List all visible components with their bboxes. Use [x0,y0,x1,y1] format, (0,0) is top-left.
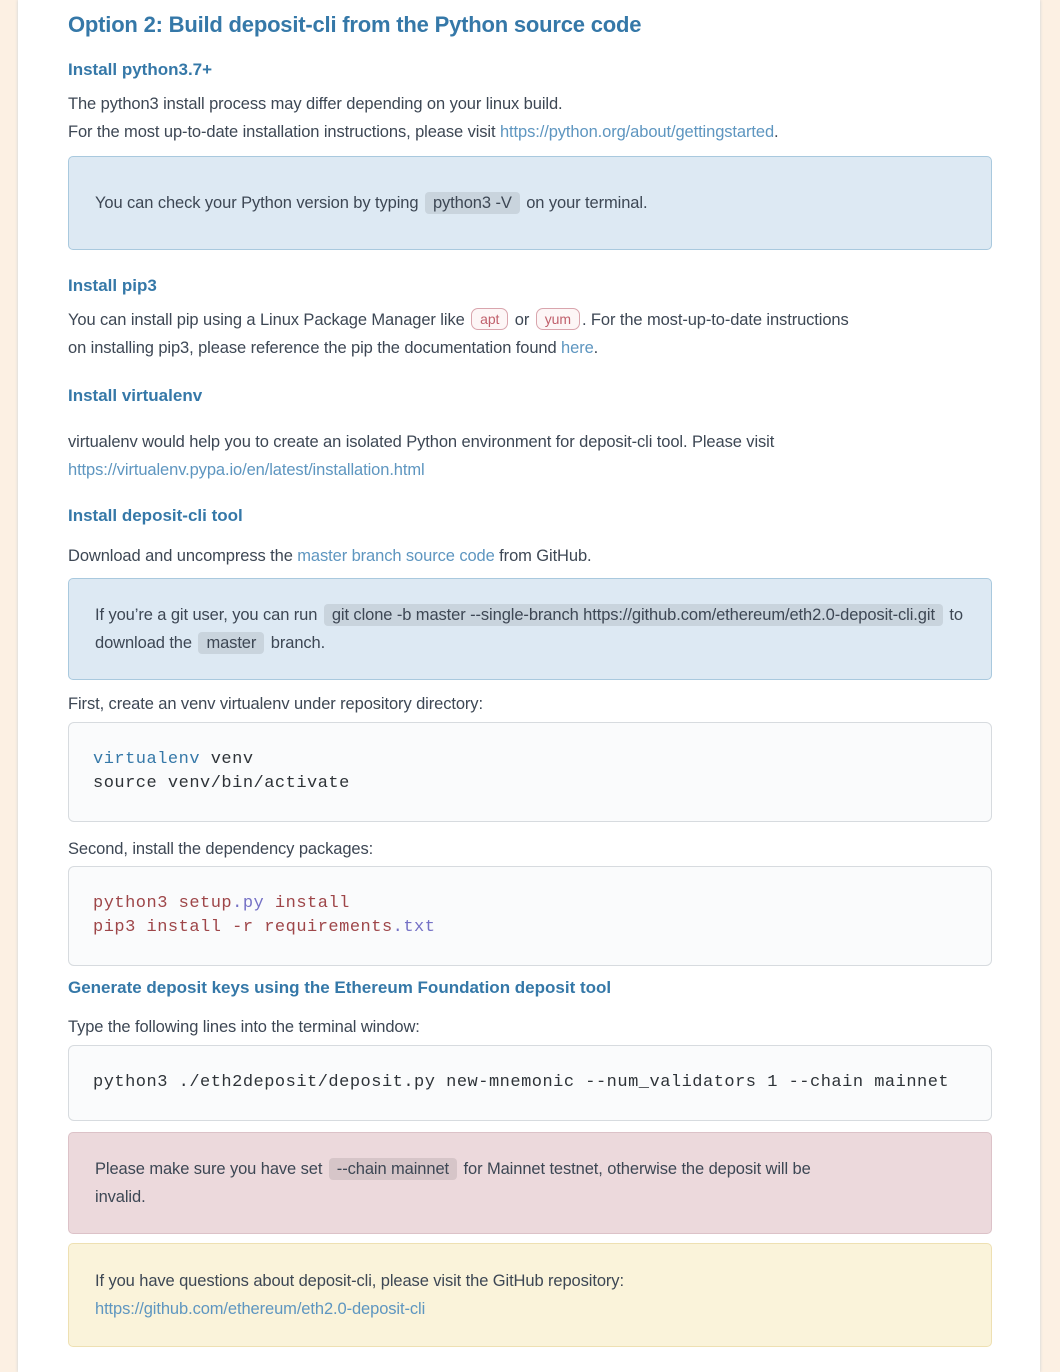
badge-yum: yum [536,308,580,330]
heading-install-deposit-cli: Install deposit-cli tool [68,506,243,525]
text-pip-or: or [510,311,534,329]
text-virtualenv-line1: virtualenv would help you to create an isolated Python environment for deposit-cli tool. Please visit [68,433,775,451]
text-git-pre: If you’re a git user, you can run [95,606,322,624]
text-version-pre: You can check your Python version by typing [95,194,423,212]
code-block-setup-install [68,866,992,966]
doc-content-card [18,0,1040,1372]
text-version-post: on your terminal. [521,194,648,212]
badge-apt: apt [471,308,508,330]
heading-install-python: Install python3.7+ [68,60,213,79]
callout-git-clone [68,578,992,680]
text-download-pre: Download and uncompress the [68,547,298,565]
callout-chain-mainnet-warning [68,1132,992,1234]
paragraph-type-lines: Type the following lines into the terminal window: [68,1018,420,1036]
link-master-branch-source[interactable]: master branch source code [297,547,495,565]
text-warning-line2: invalid. [95,1188,146,1206]
text-warning-pre: Please make sure you have set [95,1160,327,1178]
inline-code-master: master [198,632,264,654]
paragraph-pip-install [68,306,992,362]
link-python-gettingstarted[interactable]: https://python.org/about/gettingstarted [499,123,775,141]
code-text-new-mnemonic: python3 ./eth2deposit/deposit.py new-mnemonic --num_validators 1 --chain mainnet [93,1073,950,1092]
code-text-venv: venv [200,750,254,769]
code-text-install: install [264,894,350,913]
code-text-source-activate: source venv/bin/activate [93,774,350,793]
callout-note-text [95,1267,965,1323]
link-pip-docs-here[interactable]: here [561,339,594,357]
code-text-pip3-install: pip3 install -r requirements [93,918,393,937]
heading-install-virtualenv: Install virtualenv [68,386,203,405]
inline-code-git-clone: git clone -b master --single-branch https://github.com/ethereum/eth2.0-deposit-cli.git [324,604,943,626]
callout-python-version-text [95,189,965,217]
doc-content [18,0,1040,1347]
text-python-line1: The python3 install process may differ depending on your linux build. [68,95,563,113]
callout-warning-text [95,1155,965,1211]
text-download-end: from GitHub. [494,547,592,565]
heading-generate-deposit-keys: Generate deposit keys using the Ethereum Foundation deposit tool [68,978,612,997]
callout-python-version [68,156,992,250]
text-pip-pre: You can install pip using a Linux Package Manager like [68,311,470,329]
text-note-line1: If you have questions about deposit-cli, please visit the GitHub repository: [95,1272,624,1290]
code-block-virtualenv [68,722,992,822]
code-text-python3-setup: python3 setup [93,894,233,913]
callout-git-clone-text [95,601,965,657]
code-text-py-ext: .py [232,894,265,913]
code-text-txt-ext: .txt [392,918,436,937]
callout-github-questions [68,1243,992,1347]
paragraph-install-deps: Second, install the dependency packages: [68,840,374,858]
code-keyword-virtualenv: virtualenv [93,750,201,769]
text-pip-end: . [593,339,599,357]
page-title: Option 2: Build deposit-cli from the Python source code [68,12,642,37]
text-pip-line1-end: . For the most-up-to-date instructions [581,311,849,329]
text-pip-line2: on installing pip3, please reference the pip the documentation found [68,339,562,357]
inline-code-chain-mainnet: --chain mainnet [329,1158,457,1180]
code-block-new-mnemonic [68,1045,992,1121]
heading-install-pip3: Install pip3 [68,276,157,295]
link-virtualenv-installation[interactable]: https://virtualenv.pypa.io/en/latest/installation.html [68,461,425,479]
paragraph-create-venv: First, create an venv virtualenv under repository directory: [68,695,483,713]
paragraph-download-source [68,542,992,570]
text-python-line2: For the most up-to-date installation instructions, please visit [68,123,500,141]
text-python-line2-end: . [774,123,779,141]
paragraph-virtualenv [68,428,992,484]
text-warning-line1-end: for Mainnet testnet, otherwise the deposit will be [459,1160,811,1178]
paragraph-python-install [68,90,992,146]
inline-code-python-version: python3 -V [425,192,520,214]
text-git-mid: to download the [95,606,963,652]
text-git-post: branch. [266,634,326,652]
link-deposit-cli-repo[interactable]: https://github.com/ethereum/eth2.0-deposit-cli [95,1300,426,1318]
